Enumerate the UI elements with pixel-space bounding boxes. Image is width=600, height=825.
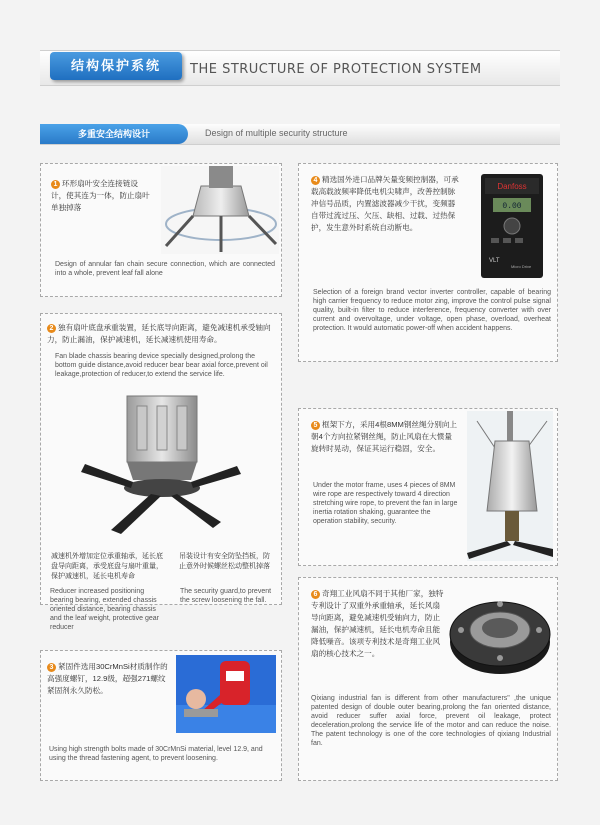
item1-number: 1 xyxy=(51,180,60,189)
item2-text-en: Fan blade chassis bearing device specially designed,prolong the bottom guide distance,avoid reducer bear bear axial force,prevent oil leakage,protection of reducer,to extend the service life. xyxy=(55,353,268,378)
item1-box xyxy=(40,163,282,297)
chain-ring-image xyxy=(161,166,279,254)
item3-text-cn: 3 紧固件选用30CrMnSi材质制作的高强度螺钉，12.9级，超强271螺纹紧固剂永久防松。 xyxy=(47,662,168,695)
item2-right-cn: 吊装设计有安全防坠挡板，防止意外时候螺丝松动整机掉落 xyxy=(179,553,270,570)
item6-box xyxy=(298,577,558,781)
item2-right-en: The security guard,to prevent the screw loosening the fall. xyxy=(180,588,272,604)
header-title-en: THE STRUCTURE OF PROTECTION SYSTEM xyxy=(190,62,482,77)
inverter-brand: Danfoss xyxy=(497,182,527,191)
item6-text-en: Qixiang industrial fan is different from other manufacturers" ,the unique patented design of double outer bearing,prolong the fan oriented distance, avoid reducer suffer axial force, prevent oil leakage, protect deceleration,prolong the service life of the motor and can reduce the noise. The patent technology is one of the core technologies of qixiang Industrial fan. xyxy=(311,695,551,747)
item4-number: 4 xyxy=(311,176,320,185)
item5-number: 5 xyxy=(311,421,320,430)
item2-text-cn: 2 独有扇叶底盘承重装置，延长底导向距离，避免减速机承受轴向力，防止漏油，保护减速机，延长减速机使用寿命。 xyxy=(47,323,271,344)
item4-box xyxy=(298,163,558,362)
item5-box xyxy=(298,408,558,566)
inverter-sub: Micro Drive xyxy=(511,264,532,269)
item5-text-en: Under the motor frame, uses 4 pieces of 8MM wire rope are respectively toward 4 direction stretching wire rope, to prevent the fan in large inertia rotation shaking, guarantee the operation stability, security. xyxy=(313,482,458,525)
inverter-model: VLT xyxy=(489,258,500,264)
item2-number: 2 xyxy=(47,324,56,333)
item1-text-cn: 1 环形扇叶安全连接链设计，使其连为一体，防止扇叶单独掉落 xyxy=(51,179,150,212)
item2-left-cn: 减速机外增加定位承重轴承，延长底盘导向距离，承受底盘与扇叶重量，保护减速机，延长电机寿命 xyxy=(51,553,163,580)
double-bearing-image xyxy=(447,586,553,682)
thread-fastener-image xyxy=(176,655,276,733)
inverter-image xyxy=(471,170,551,282)
inverter-display: 0.00 xyxy=(502,202,522,211)
item6-text-cn: 6 奇翔工业风扇不同于其他厂家，独特专利设计了双重外承重轴承，延长风扇导向距离，避免减速机受轴向力，防止漏油，保护减速机，延长电机寿命且能降低噪音。该项专利技术是奇翔工业风扇的核心技术之一。 xyxy=(311,589,444,658)
item2-box xyxy=(40,313,282,605)
item3-box xyxy=(40,650,282,781)
subheader-title-en: Design of multiple security structure xyxy=(205,128,348,138)
item1-text-en: Design of annular fan chain secure connection, which are connected into a whole, prevent leaf fall alone xyxy=(55,261,275,277)
item5-text-cn: 5 框架下方，采用4根8MM钢丝绳分别向上朝4个方向拉紧钢丝绳，防止风扇在大惯量旋转时晃动，保证其运行稳固，安全。 xyxy=(311,420,458,453)
item2-left-en: Reducer increased positioning bearing bearing, extended chassis oriented distance, bearing chassis and the leaf weight, protective gear reducer xyxy=(50,588,159,631)
item3-number: 3 xyxy=(47,663,56,672)
item4-text-cn: 4 精选国外进口品牌矢量变频控制器，可承载高载波频率降低电机尖啸声，改善控制脉冲信号品质，内置滤波器减少干扰，变频器自带过流过压、欠压、缺相、过载、过热保护，发生意外时系统自动断电。 xyxy=(311,175,459,232)
wire-rope-frame-image xyxy=(467,411,553,561)
item3-text-en: Using high strength bolts made of 30CrMnSi material, level 12.9, and using the thread fastening agent, to prevent loosening. xyxy=(49,746,263,762)
subheader-title-cn: 多重安全结构设计 xyxy=(40,124,188,144)
item4-text-en: Selection of a foreign brand vector inverter controller, capable of bearing high carrier frequency to reduce motor zing, improve the control pulse signal quality, built-in filter to reduce interference, frequency converter with over current and overvoltage, under voltage, open phase, overload, overheat protection. It would automatic power-off when accident happens. xyxy=(313,289,551,332)
blade-chassis-image xyxy=(81,390,241,538)
header-title-cn: 结构保护系统 xyxy=(50,52,182,80)
item6-number: 6 xyxy=(311,590,320,599)
